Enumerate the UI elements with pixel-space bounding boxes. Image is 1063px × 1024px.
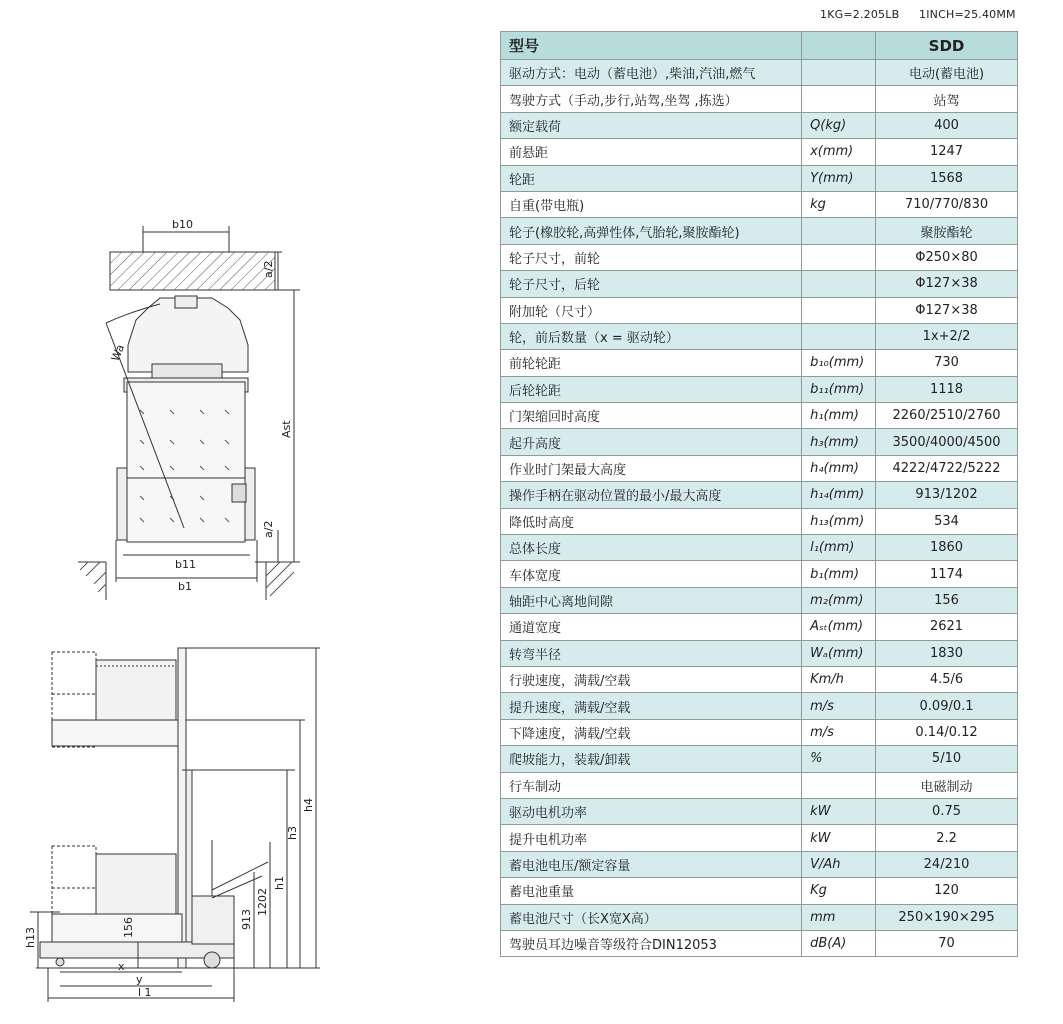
spec-label: 轴距中心离地间隙	[501, 587, 802, 613]
label-156: 156	[122, 917, 135, 938]
spec-unit: b₁₀(mm)	[802, 350, 876, 376]
spec-label: 轮子尺寸，后轮	[501, 271, 802, 297]
spec-label: 轮距	[501, 165, 802, 191]
spec-value: 2.2	[876, 825, 1018, 851]
spec-unit: V/Ah	[802, 851, 876, 877]
spec-label: 车体宽度	[501, 561, 802, 587]
spec-label: 爬坡能力，装载/卸载	[501, 746, 802, 772]
table-row	[501, 271, 1018, 297]
spec-value: 0.14/0.12	[876, 719, 1018, 745]
table-row	[501, 614, 1018, 640]
spec-unit: kW	[802, 825, 876, 851]
table-row	[501, 825, 1018, 851]
spec-value: 250×190×295	[876, 904, 1018, 930]
table-row	[501, 297, 1018, 323]
spec-unit: Aₛₜ(mm)	[802, 614, 876, 640]
table-row	[501, 640, 1018, 666]
spec-unit: m/s	[802, 719, 876, 745]
length-conversion: 1INCH=25.40MM	[919, 8, 1016, 21]
spec-value: 电磁制动	[876, 772, 1018, 798]
spec-value: 2621	[876, 614, 1018, 640]
table-row	[501, 719, 1018, 745]
table-row	[501, 904, 1018, 930]
spec-unit: Km/h	[802, 666, 876, 692]
spec-unit: kg	[802, 191, 876, 217]
header-unit	[802, 32, 876, 60]
label-wa: Wa	[108, 342, 128, 364]
spec-unit: %	[802, 746, 876, 772]
table-row	[501, 191, 1018, 217]
spec-unit: h₁₄(mm)	[802, 482, 876, 508]
label-h13: h13	[24, 927, 37, 948]
spec-value: 站驾	[876, 86, 1018, 112]
spec-unit: m₂(mm)	[802, 587, 876, 613]
spec-label: 后轮轮距	[501, 376, 802, 402]
spec-value: 156	[876, 587, 1018, 613]
table-row	[501, 244, 1018, 270]
spec-label: 降低时高度	[501, 508, 802, 534]
spec-value: Φ127×38	[876, 297, 1018, 323]
table-row	[501, 165, 1018, 191]
spec-value: 0.75	[876, 798, 1018, 824]
spec-value: 3500/4000/4500	[876, 429, 1018, 455]
label-a2-top: a/2	[262, 260, 275, 278]
label-913: 913	[240, 909, 253, 930]
spec-value: 913/1202	[876, 482, 1018, 508]
spec-unit: kW	[802, 798, 876, 824]
spec-unit: mm	[802, 904, 876, 930]
table-row	[501, 587, 1018, 613]
spec-label: 提升电机功率	[501, 825, 802, 851]
spec-table	[500, 31, 1018, 957]
table-row	[501, 561, 1018, 587]
spec-value: 1174	[876, 561, 1018, 587]
top-view-drawing	[78, 226, 300, 600]
spec-value: 4.5/6	[876, 666, 1018, 692]
table-row	[501, 429, 1018, 455]
spec-value: 70	[876, 930, 1018, 956]
table-header-row	[501, 32, 1018, 60]
label-l1: l 1	[138, 986, 152, 999]
label-h1: h1	[273, 876, 286, 890]
spec-unit: Q(kg)	[802, 112, 876, 138]
table-row	[501, 60, 1018, 86]
spec-value: 1860	[876, 535, 1018, 561]
spec-label: 行车制动	[501, 772, 802, 798]
label-y: y	[136, 973, 143, 986]
spec-value: 534	[876, 508, 1018, 534]
table-row	[501, 218, 1018, 244]
spec-unit	[802, 86, 876, 112]
spec-label: 蓄电池电压/额定容量	[501, 851, 802, 877]
spec-value: 120	[876, 878, 1018, 904]
table-row	[501, 376, 1018, 402]
spec-value: 1568	[876, 165, 1018, 191]
spec-label: 附加轮（尺寸）	[501, 297, 802, 323]
spec-label: 自重(带电瓶)	[501, 191, 802, 217]
spec-value: 1830	[876, 640, 1018, 666]
header-model-value: SDD	[876, 32, 1018, 60]
label-b1: b1	[178, 580, 192, 593]
spec-label: 起升高度	[501, 429, 802, 455]
spec-unit: dB(A)	[802, 930, 876, 956]
label-a2-bottom: a/2	[262, 520, 275, 538]
table-row	[501, 693, 1018, 719]
spec-unit: Kg	[802, 878, 876, 904]
spec-label: 驾驶员耳边噪音等级符合DIN12053	[501, 930, 802, 956]
table-row	[501, 798, 1018, 824]
table-row	[501, 666, 1018, 692]
label-h3: h3	[286, 826, 299, 840]
table-row	[501, 403, 1018, 429]
spec-unit: l₁(mm)	[802, 535, 876, 561]
spec-value: 1118	[876, 376, 1018, 402]
spec-label: 前悬距	[501, 139, 802, 165]
spec-label: 蓄电池重量	[501, 878, 802, 904]
spec-unit	[802, 60, 876, 86]
label-x: x	[118, 960, 125, 973]
spec-label: 轮子尺寸，前轮	[501, 244, 802, 270]
spec-unit	[802, 323, 876, 349]
spec-value: 4222/4722/5222	[876, 455, 1018, 481]
spec-unit: h₁₃(mm)	[802, 508, 876, 534]
spec-unit: h₃(mm)	[802, 429, 876, 455]
table-row	[501, 323, 1018, 349]
spec-unit	[802, 218, 876, 244]
spec-label: 通道宽度	[501, 614, 802, 640]
spec-value: 电动(蓄电池)	[876, 60, 1018, 86]
spec-value: 1247	[876, 139, 1018, 165]
spec-value: 聚胺酯轮	[876, 218, 1018, 244]
spec-unit: h₄(mm)	[802, 455, 876, 481]
spec-unit: b₁(mm)	[802, 561, 876, 587]
table-row	[501, 878, 1018, 904]
table-row	[501, 112, 1018, 138]
spec-label: 转弯半径	[501, 640, 802, 666]
spec-unit: m/s	[802, 693, 876, 719]
spec-value: Φ127×38	[876, 271, 1018, 297]
table-row	[501, 455, 1018, 481]
spec-label: 蓄电池尺寸（长X宽X高）	[501, 904, 802, 930]
spec-value: 5/10	[876, 746, 1018, 772]
spec-label: 驱动方式：电动（蓄电池）,柴油,汽油,燃气	[501, 60, 802, 86]
table-row	[501, 86, 1018, 112]
spec-value: Φ250×80	[876, 244, 1018, 270]
table-row	[501, 508, 1018, 534]
weight-conversion: 1KG=2.205LB	[820, 8, 900, 21]
header-model-label: 型号	[501, 32, 802, 60]
spec-value: 2260/2510/2760	[876, 403, 1018, 429]
spec-unit: h₁(mm)	[802, 403, 876, 429]
side-view-drawing	[30, 648, 320, 1002]
spec-label: 作业时门架最大高度	[501, 455, 802, 481]
table-row	[501, 930, 1018, 956]
spec-label: 额定载荷	[501, 112, 802, 138]
spec-value: 710/770/830	[876, 191, 1018, 217]
spec-unit: Wₐ(mm)	[802, 640, 876, 666]
spec-unit: x(mm)	[802, 139, 876, 165]
spec-label: 操作手柄在驱动位置的最小/最大高度	[501, 482, 802, 508]
spec-unit: b₁₁(mm)	[802, 376, 876, 402]
unit-conversion	[820, 8, 1032, 21]
spec-value: 1x+2/2	[876, 323, 1018, 349]
spec-label: 前轮轮距	[501, 350, 802, 376]
spec-label: 门架缩回时高度	[501, 403, 802, 429]
spec-label: 行驶速度，满载/空载	[501, 666, 802, 692]
spec-label: 下降速度，满载/空载	[501, 719, 802, 745]
table-row	[501, 772, 1018, 798]
spec-label: 总体长度	[501, 535, 802, 561]
label-1202: 1202	[256, 888, 269, 916]
table-row	[501, 482, 1018, 508]
spec-value: 24/210	[876, 851, 1018, 877]
label-ast: Ast	[280, 420, 293, 438]
table-row	[501, 535, 1018, 561]
spec-unit	[802, 244, 876, 270]
table-row	[501, 139, 1018, 165]
spec-value: 400	[876, 112, 1018, 138]
table-row	[501, 851, 1018, 877]
spec-value: 0.09/0.1	[876, 693, 1018, 719]
label-h4: h4	[302, 798, 315, 812]
spec-label: 轮子(橡胶轮,高弹性体,气胎轮,聚胺酯轮)	[501, 218, 802, 244]
technical-drawings	[0, 0, 500, 1024]
spec-unit: Y(mm)	[802, 165, 876, 191]
spec-unit	[802, 772, 876, 798]
label-b10: b10	[172, 218, 193, 231]
spec-unit	[802, 297, 876, 323]
table-row	[501, 746, 1018, 772]
table-row	[501, 350, 1018, 376]
spec-label: 驾驶方式（手动,步行,站驾,坐驾 ,拣选）	[501, 86, 802, 112]
spec-value: 730	[876, 350, 1018, 376]
spec-label: 驱动电机功率	[501, 798, 802, 824]
spec-label: 提升速度，满载/空载	[501, 693, 802, 719]
label-b11: b11	[175, 558, 196, 571]
spec-label: 轮，前后数量（x = 驱动轮）	[501, 323, 802, 349]
spec-unit	[802, 271, 876, 297]
